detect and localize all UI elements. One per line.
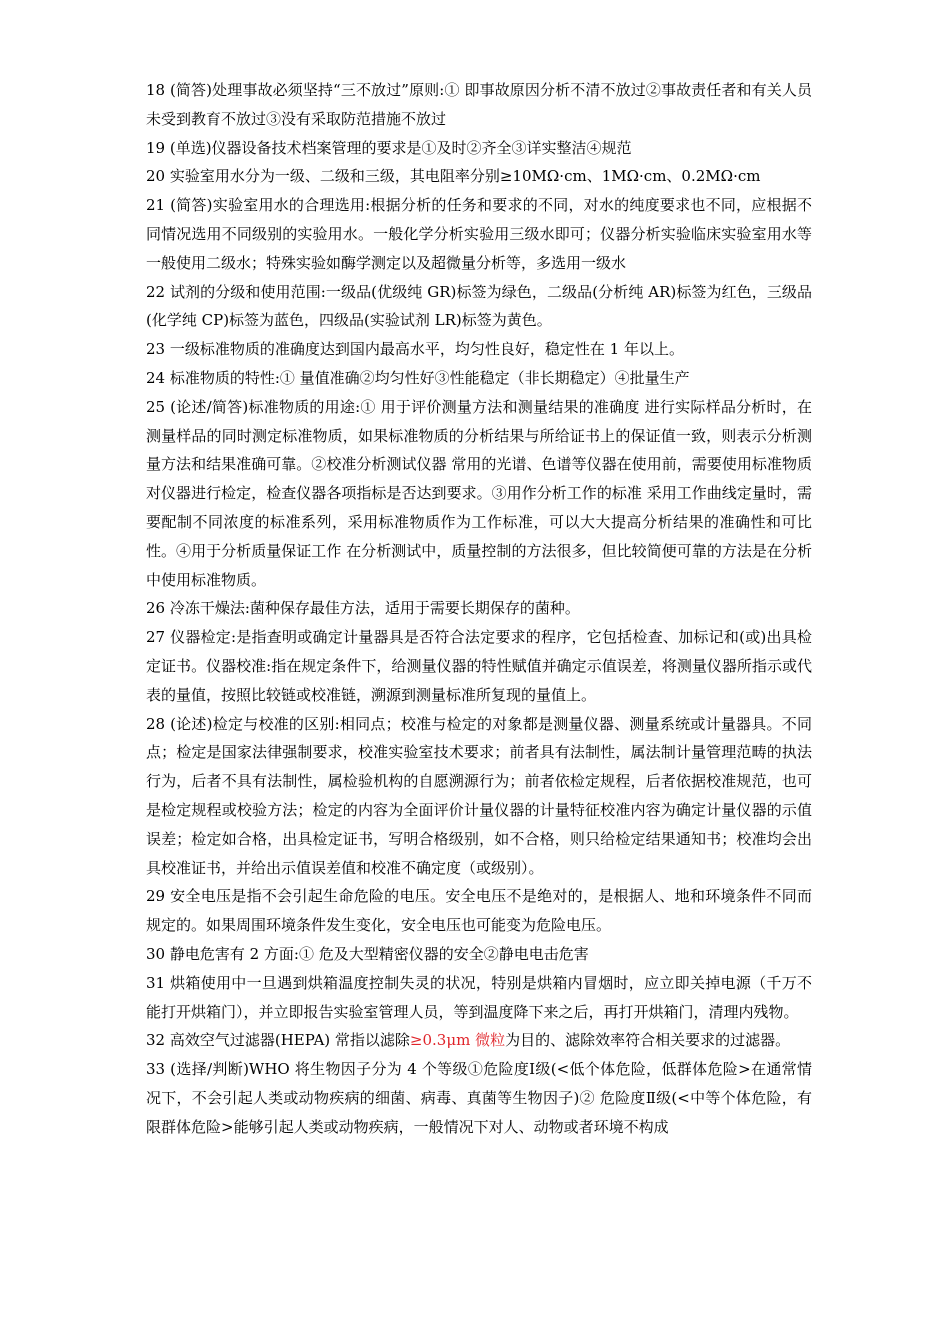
item-19: 19 (单选)仪器设备技术档案管理的要求是①及时②齐全③详实整洁④规范 [146, 138, 632, 157]
item-18: 18 (简答)处理事故必须坚持“三不放过”原则:① 即事故原因分析不清不放过②事故责任者和有关人员未受到教育不放过③没有采取防范措施不放过 [146, 81, 812, 128]
item-23: 23 一级标准物质的准确度达到国内最高水平，均匀性良好，稳定性在 1 年以上。 [146, 340, 684, 359]
item-26: 26 冷冻干燥法:菌种保存最佳方法，适用于需要长期保存的菌种。 [146, 599, 580, 618]
document-body [146, 76, 812, 1141]
item-32 [146, 1026, 812, 1055]
item-25: 25 (论述/简答)标准物质的用途:① 用于评价测量方法和测量结果的准确度 进行实际样品分析时，在测量样品的同时测定标准物质，如果标准物质的分析结果与所给证书上的保证值一致，则表示分析测量方法和结果准确可靠。②校准分析测试仪器 常用的光谱、色谱等仪器在使用前，需要使用标准物质对仪器进行检定，检查仪器各项指标是否达到要求。③用作分析工作的标准 采用工作曲线定量时，需要配制不同浓度的标准系列，采用标准物质作为工作标准，可以大大提高分析结果的准确性和可比性。④用于分析质量保证工作 在分析测试中，质量控制的方法很多，但比较简便可靠的方法是在分析中使用标准物质。 [146, 397, 812, 589]
item-32-before: 32 高效空气过滤器(HEPA) 常指以滤除 [146, 1031, 410, 1050]
item-20: 20 实验室用水分为一级、二级和三级，其电阻率分别≥10MΩ·cm、1MΩ·cm、0.2MΩ·cm [146, 167, 761, 186]
item-27: 27 仪器检定:是指查明或确定计量器具是否符合法定要求的程序，它包括检查、加标记和(或)出具检定证书。仪器校准:指在规定条件下，给测量仪器的特性赋值并确定示值误差，将测量仪器所指示或代表的量值，按照比较链或校准链，溯源到测量标准所复现的量值上。 [146, 628, 812, 704]
item-32-highlight: ≥0.3μm 微粒 [409, 1031, 506, 1050]
item-30: 30 静电危害有 2 方面:① 危及大型精密仪器的安全②静电电击危害 [146, 944, 589, 963]
item-31: 31 烘箱使用中一旦遇到烘箱温度控制失灵的状况，特别是烘箱内冒烟时，应立即关掉电源（千万不能打开烘箱门），并立即报告实验室管理人员，等到温度降下来之后，再打开烘箱门，清理内残物。 [146, 973, 812, 1021]
item-29: 29 安全电压是指不会引起生命危险的电压。安全电压不是绝对的，是根据人、地和环境条件不同而规定的。如果周围环境条件发生变化，安全电压也可能变为危险电压。 [146, 887, 812, 935]
item-21: 21 (简答)实验室用水的合理选用:根据分析的任务和要求的不同，对水的纯度要求也不同，应根据不同情况选用不同级别的实验用水。一般化学分析实验用三级水即可；仪器分析实验临床实验室用水等一般使用二级水；特殊实验如酶学测定以及超微量分析等，多选用一级水 [146, 196, 812, 272]
item-24: 24 标准物质的特性:① 量值准确②均匀性好③性能稳定（非长期稳定）④批量生产 [146, 368, 690, 387]
item-32-after: 为目的、滤除效率符合相关要求的过滤器。 [505, 1031, 791, 1050]
item-33: 33 (选择/判断)WHO 将生物因子分为 4 个等级①危险度Ⅰ级(<低个体危险，低群体危险>在通常情况下，不会引起人类或动物疾病的细菌、病毒、真菌等生物因子)② 危险度Ⅱ级(<中等个体危险，有限群体危险>能够引起人类或动物疾病，一般情况下对人、动物或者环境不构成 [146, 1060, 812, 1136]
item-22: 22 试剂的分级和使用范围:一级品(优级纯 GR)标签为绿色，二级品(分析纯 AR)标签为红色，三级品(化学纯 CP)标签为蓝色，四级品(实验试剂 LR)标签为黄色。 [146, 282, 812, 330]
item-28: 28 (论述)检定与校准的区别:相同点；校准与检定的对象都是测量仪器、测量系统或计量器具。不同点；检定是国家法律强制要求，校准实验室技术要求；前者具有法制性，属法制计量管理范畴的执法行为，后者不具有法制性，属检验机构的自愿溯源行为；前者依检定规程，后者依据校准规范，也可是检定规程或校验方法；检定的内容为全面评价计量仪器的计量特征校准内容为确定计量仪器的示值误差；检定如合格，出具检定证书，写明合格级别，如不合格，则只给检定结果通知书；校准均会出具校准证书，并给出示值误差值和校准不确定度（或级别）。 [146, 714, 812, 877]
